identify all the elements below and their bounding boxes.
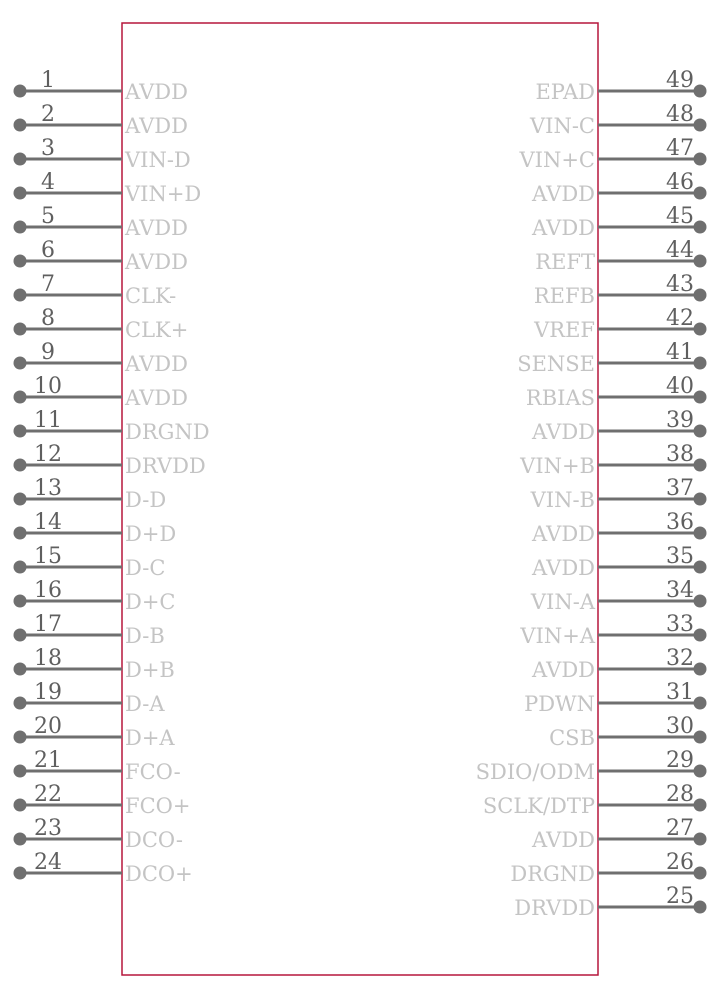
- pin-number: 39: [666, 408, 694, 433]
- pin-end-dot: [14, 663, 27, 676]
- pin-8: [14, 306, 189, 342]
- pin-name: AVDD: [125, 250, 188, 274]
- pin-35: [531, 544, 706, 580]
- pin-name: AVDD: [532, 828, 595, 852]
- pin-number: 24: [34, 850, 62, 875]
- pin-name: CLK-: [125, 284, 177, 308]
- pin-end-dot: [694, 833, 707, 846]
- pin-name: VIN+B: [520, 454, 595, 478]
- pin-38: [519, 442, 706, 478]
- pin-end-dot: [694, 799, 707, 812]
- pin-30: [549, 714, 706, 750]
- pin-number: 6: [41, 238, 55, 263]
- pin-number: 7: [41, 272, 55, 297]
- pin-number: 4: [41, 170, 55, 195]
- pin-end-dot: [14, 221, 27, 234]
- pin-end-dot: [694, 289, 707, 302]
- pin-end-dot: [14, 323, 27, 336]
- pin-name: CLK+: [125, 318, 189, 342]
- pin-name: D+B: [125, 658, 175, 682]
- pin-number: 33: [666, 612, 694, 637]
- pin-33: [519, 612, 706, 648]
- pin-number: 44: [666, 238, 694, 263]
- pin-end-dot: [694, 561, 707, 574]
- pin-end-dot: [694, 323, 707, 336]
- pin-name: VIN-D: [125, 148, 191, 172]
- pin-number: 42: [666, 306, 694, 331]
- pin-36: [531, 510, 706, 546]
- pin-number: 21: [34, 748, 62, 773]
- pin-end-dot: [14, 561, 27, 574]
- pin-name: SENSE: [517, 352, 595, 376]
- pin-name: AVDD: [532, 658, 595, 682]
- pin-number: 20: [34, 714, 62, 739]
- pin-name: AVDD: [532, 522, 595, 546]
- pin-number: 5: [41, 204, 55, 229]
- pin-end-dot: [14, 833, 27, 846]
- pin-end-dot: [694, 663, 707, 676]
- pin-number: 43: [666, 272, 694, 297]
- pin-number: 17: [34, 612, 62, 637]
- pin-end-dot: [694, 85, 707, 98]
- pin-end-dot: [14, 153, 27, 166]
- pin-24: [14, 850, 193, 886]
- pin-26: [510, 850, 706, 886]
- pin-name: AVDD: [532, 216, 595, 240]
- pin-number: 30: [666, 714, 694, 739]
- pin-47: [519, 136, 707, 172]
- pin-end-dot: [694, 901, 707, 914]
- pin-end-dot: [14, 765, 27, 778]
- pin-end-dot: [694, 527, 707, 540]
- pin-end-dot: [14, 595, 27, 608]
- left-pin-group: [14, 68, 210, 886]
- pin-number: 32: [666, 646, 694, 671]
- pin-19: [14, 680, 166, 716]
- pin-18: [14, 646, 175, 682]
- pin-10: [14, 374, 188, 410]
- pin-end-dot: [14, 867, 27, 880]
- pin-name: AVDD: [125, 114, 188, 138]
- pin-end-dot: [14, 357, 27, 370]
- pin-number: 8: [41, 306, 55, 331]
- pin-end-dot: [694, 153, 707, 166]
- pin-end-dot: [694, 187, 707, 200]
- pin-25: [514, 884, 706, 920]
- pin-end-dot: [14, 731, 27, 744]
- pin-name: D+C: [125, 590, 176, 614]
- pin-number: 3: [41, 136, 55, 161]
- pin-20: [14, 714, 176, 750]
- pin-5: [14, 204, 188, 240]
- pin-number: 14: [34, 510, 62, 535]
- pin-end-dot: [694, 221, 707, 234]
- pin-number: 29: [666, 748, 694, 773]
- pin-name: PDWN: [524, 692, 595, 716]
- pin-end-dot: [694, 595, 707, 608]
- pin-number: 1: [41, 68, 55, 93]
- pin-name: AVDD: [532, 182, 595, 206]
- pin-number: 11: [34, 408, 62, 433]
- pin-number: 19: [34, 680, 62, 705]
- pin-42: [533, 306, 706, 342]
- pin-name: RBIAS: [525, 386, 595, 410]
- pin-23: [14, 816, 184, 852]
- pin-13: [14, 476, 167, 512]
- pin-43: [534, 272, 707, 308]
- pin-4: [14, 170, 202, 206]
- pin-number: 28: [666, 782, 694, 807]
- pin-name: DRGND: [510, 862, 595, 886]
- pin-9: [14, 340, 188, 376]
- right-pin-group: [476, 68, 707, 920]
- pin-end-dot: [14, 493, 27, 506]
- pin-name: VIN+A: [520, 624, 595, 648]
- pin-1: [14, 68, 188, 104]
- pin-end-dot: [14, 391, 27, 404]
- pin-29: [476, 748, 707, 784]
- pin-number: 26: [666, 850, 694, 875]
- pin-end-dot: [14, 425, 27, 438]
- pin-end-dot: [694, 255, 707, 268]
- pin-number: 18: [34, 646, 62, 671]
- pin-28: [483, 782, 707, 818]
- pin-name: AVDD: [125, 386, 188, 410]
- pin-name: D-B: [125, 624, 165, 648]
- pin-number: 35: [666, 544, 694, 569]
- pin-number: 9: [41, 340, 55, 365]
- pin-name: FCO-: [125, 760, 181, 784]
- pin-end-dot: [14, 187, 27, 200]
- pin-11: [14, 408, 210, 444]
- pin-12: [14, 442, 206, 478]
- pin-number: 16: [34, 578, 62, 603]
- pin-end-dot: [694, 391, 707, 404]
- pin-39: [531, 408, 706, 444]
- pin-number: 40: [666, 374, 694, 399]
- pin-27: [531, 816, 706, 852]
- pin-7: [14, 272, 177, 308]
- pin-number: 27: [666, 816, 694, 841]
- pin-end-dot: [694, 425, 707, 438]
- pin-number: 46: [666, 170, 694, 195]
- pin-end-dot: [14, 629, 27, 642]
- pin-41: [517, 340, 706, 376]
- pin-number: 36: [666, 510, 694, 535]
- pin-number: 25: [666, 884, 694, 909]
- pin-number: 45: [666, 204, 694, 229]
- pin-name: CSB: [549, 726, 595, 750]
- pin-name: FCO+: [125, 794, 191, 818]
- pin-name: VIN-A: [530, 590, 595, 614]
- pin-name: SCLK/DTP: [482, 794, 595, 818]
- pin-end-dot: [14, 527, 27, 540]
- pin-end-dot: [14, 459, 27, 472]
- pin-49: [535, 68, 706, 104]
- pin-name: D+D: [125, 522, 177, 546]
- pin-name: D-D: [125, 488, 167, 512]
- pin-name: VIN-B: [530, 488, 595, 512]
- pin-37: [530, 476, 707, 512]
- pin-number: 2: [41, 102, 55, 127]
- pin-name: VREF: [534, 318, 595, 342]
- pin-45: [531, 204, 706, 240]
- pin-number: 47: [666, 136, 694, 161]
- pin-48: [529, 102, 707, 138]
- pin-name: VIN+D: [125, 182, 202, 206]
- pin-34: [530, 578, 707, 614]
- pin-46: [531, 170, 706, 206]
- pin-end-dot: [694, 765, 707, 778]
- pin-number: 12: [34, 442, 62, 467]
- pin-number: 13: [34, 476, 62, 501]
- pin-22: [14, 782, 191, 818]
- pin-end-dot: [694, 119, 707, 132]
- pin-17: [14, 612, 165, 648]
- pin-21: [14, 748, 181, 784]
- pin-6: [14, 238, 188, 274]
- pin-name: AVDD: [125, 80, 188, 104]
- pin-number: 15: [34, 544, 62, 569]
- pin-40: [526, 374, 707, 410]
- pin-name: AVDD: [125, 352, 188, 376]
- pin-number: 38: [666, 442, 694, 467]
- pin-end-dot: [694, 867, 707, 880]
- pin-name: DRVDD: [125, 454, 206, 478]
- pin-name: DCO+: [125, 862, 193, 886]
- pin-name: AVDD: [532, 556, 595, 580]
- pin-name: AVDD: [532, 420, 595, 444]
- pin-number: 49: [666, 68, 694, 93]
- pin-number: 48: [666, 102, 694, 127]
- pin-number: 23: [34, 816, 62, 841]
- pin-end-dot: [694, 731, 707, 744]
- pin-end-dot: [694, 697, 707, 710]
- pin-end-dot: [694, 629, 707, 642]
- pin-name: AVDD: [125, 216, 188, 240]
- pin-end-dot: [694, 493, 707, 506]
- pin-name: D+A: [125, 726, 175, 750]
- pin-end-dot: [14, 119, 27, 132]
- pin-name: DRVDD: [514, 896, 595, 920]
- pin-end-dot: [14, 255, 27, 268]
- pin-end-dot: [14, 799, 27, 812]
- pin-name: D-C: [125, 556, 166, 580]
- pin-2: [14, 102, 188, 138]
- pin-end-dot: [694, 357, 707, 370]
- pin-number: 34: [666, 578, 694, 603]
- pin-name: DCO-: [125, 828, 183, 852]
- pin-name: DRGND: [125, 420, 210, 444]
- pin-name: REFB: [533, 284, 595, 308]
- pin-name: VIN+C: [519, 148, 595, 172]
- pin-16: [14, 578, 176, 614]
- pin-14: [14, 510, 177, 546]
- pin-name: SDIO/ODM: [475, 760, 595, 784]
- pin-name: REFT: [535, 250, 595, 274]
- pin-15: [14, 544, 166, 580]
- pin-number: 37: [666, 476, 694, 501]
- pin-number: 41: [666, 340, 694, 365]
- pin-name: EPAD: [535, 80, 595, 104]
- pin-name: VIN-C: [530, 114, 595, 138]
- pin-name: D-A: [125, 692, 165, 716]
- pin-number: 22: [34, 782, 62, 807]
- pin-32: [531, 646, 706, 682]
- pin-44: [535, 238, 706, 274]
- pin-3: [14, 136, 191, 172]
- pin-end-dot: [14, 85, 27, 98]
- pin-end-dot: [14, 289, 27, 302]
- pin-31: [524, 680, 706, 716]
- pin-number: 10: [34, 374, 62, 399]
- pin-end-dot: [694, 459, 707, 472]
- pin-end-dot: [14, 697, 27, 710]
- pin-number: 31: [666, 680, 694, 705]
